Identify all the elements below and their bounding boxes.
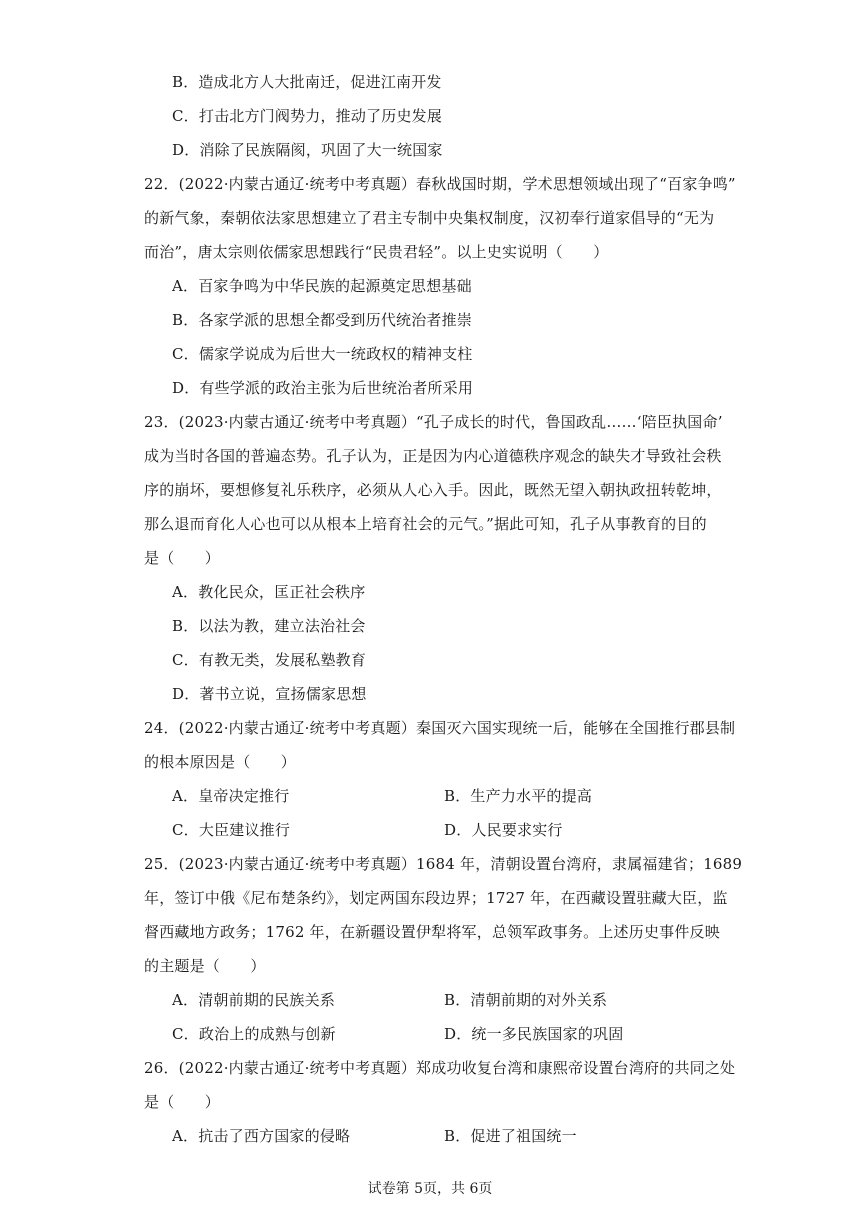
- option-c: C．儒家学说成为后世大一统政权的精神支柱: [172, 345, 473, 363]
- question-stem-line: 序的崩坏，要想修复礼乐秩序，必须从人心入手。因此，既然无望入朝执政扭转乾坤，: [144, 481, 722, 499]
- option-a: A．教化民众，匡正社会秩序: [172, 583, 366, 601]
- option-a: A．百家争鸣为中华民族的起源奠定思想基础: [172, 277, 472, 295]
- question-stem-line: 而治”，唐太宗则依儒家思想践行“民贵君轻”。以上史实说明（ ）: [144, 243, 609, 261]
- question-stem-line: 年，签订中俄《尼布楚条约》，划定两国东段边界；1727 年，在西藏设置驻藏大臣，监: [144, 889, 728, 907]
- option-b: B．清朝前期的对外关系: [444, 991, 608, 1009]
- option-c: C．政治上的成熟与创新: [172, 1025, 336, 1043]
- option-b: B．促进了祖国统一: [444, 1127, 577, 1145]
- option-d: D．消除了民族隔阂，巩固了大一统国家: [172, 141, 443, 159]
- option-d: D．统一多民族国家的巩固: [444, 1025, 624, 1043]
- option-c: C．有教无类，发展私塾教育: [172, 651, 367, 669]
- option-d: D．有些学派的政治主张为后世统治者所采用: [172, 379, 474, 397]
- question-stem-line: 的新气象，秦朝依法家思想建立了君主专制中央集权制度，汉初奉行道家倡导的“无为: [144, 209, 715, 227]
- question-stem-line: 是（ ）: [144, 1093, 221, 1111]
- question-stem-line: 26．(2022·内蒙古通辽·统考中考真题）郑成功收复台湾和康熙帝设置台湾府的共同之处: [144, 1059, 736, 1077]
- option-c: C．打击北方门阀势力，推动了历史发展: [172, 107, 443, 125]
- question-stem-line: 的根本原因是（ ）: [144, 753, 297, 771]
- option-b: B．以法为教，建立法治社会: [172, 617, 366, 635]
- option-b: B．生产力水平的提高: [444, 787, 593, 805]
- option-b: B．各家学派的思想全都受到历代统治者推崇: [172, 311, 473, 329]
- question-stem-line: 22．(2022·内蒙古通辽·统考中考真题）春秋战国时期，学术思想领域出现了“百家争鸣”: [144, 175, 736, 193]
- question-stem-line: 的主题是（ ）: [144, 957, 266, 975]
- page-footer: 试卷第 5页，共 6页: [367, 1181, 493, 1197]
- question-stem-line: 督西藏地方政务；1762 年，在新疆设置伊犁将军，总领军政事务。上述历史事件反映: [144, 923, 720, 941]
- question-stem-line: 24．(2022·内蒙古通辽·统考中考真题）秦国灭六国实现统一后，能够在全国推行郡县制: [144, 719, 736, 737]
- option-d: D．人民要求实行: [444, 821, 563, 839]
- option-a: A．抗击了西方国家的侵略: [172, 1127, 351, 1145]
- question-stem-line: 25．(2023·内蒙古通辽·统考中考真题）1684 年，清朝设置台湾府，隶属福建省；1689: [144, 855, 743, 873]
- question-stem-line: 23．(2023·内蒙古通辽·统考中考真题）“孔子成长的时代，鲁国政乱……‘陪臣执国命’: [144, 413, 723, 431]
- option-b: B．造成北方人大批南迁，促进江南开发: [172, 73, 442, 91]
- question-stem-line: 那么退而育化人心也可以从根本上培育社会的元气。”据此可知，孔子从事教育的目的: [144, 515, 707, 533]
- option-c: C．大臣建议推行: [172, 821, 291, 839]
- question-stem-line: 成为当时各国的普遍态势。孔子认为，正是因为内心道德秩序观念的缺失才导致社会秩: [144, 447, 722, 465]
- option-d: D．著书立说，宣扬儒家思想: [172, 685, 367, 703]
- option-a: A．清朝前期的民族关系: [172, 991, 336, 1009]
- question-stem-line: 是（ ）: [144, 549, 221, 567]
- option-a: A．皇帝决定推行: [172, 787, 290, 805]
